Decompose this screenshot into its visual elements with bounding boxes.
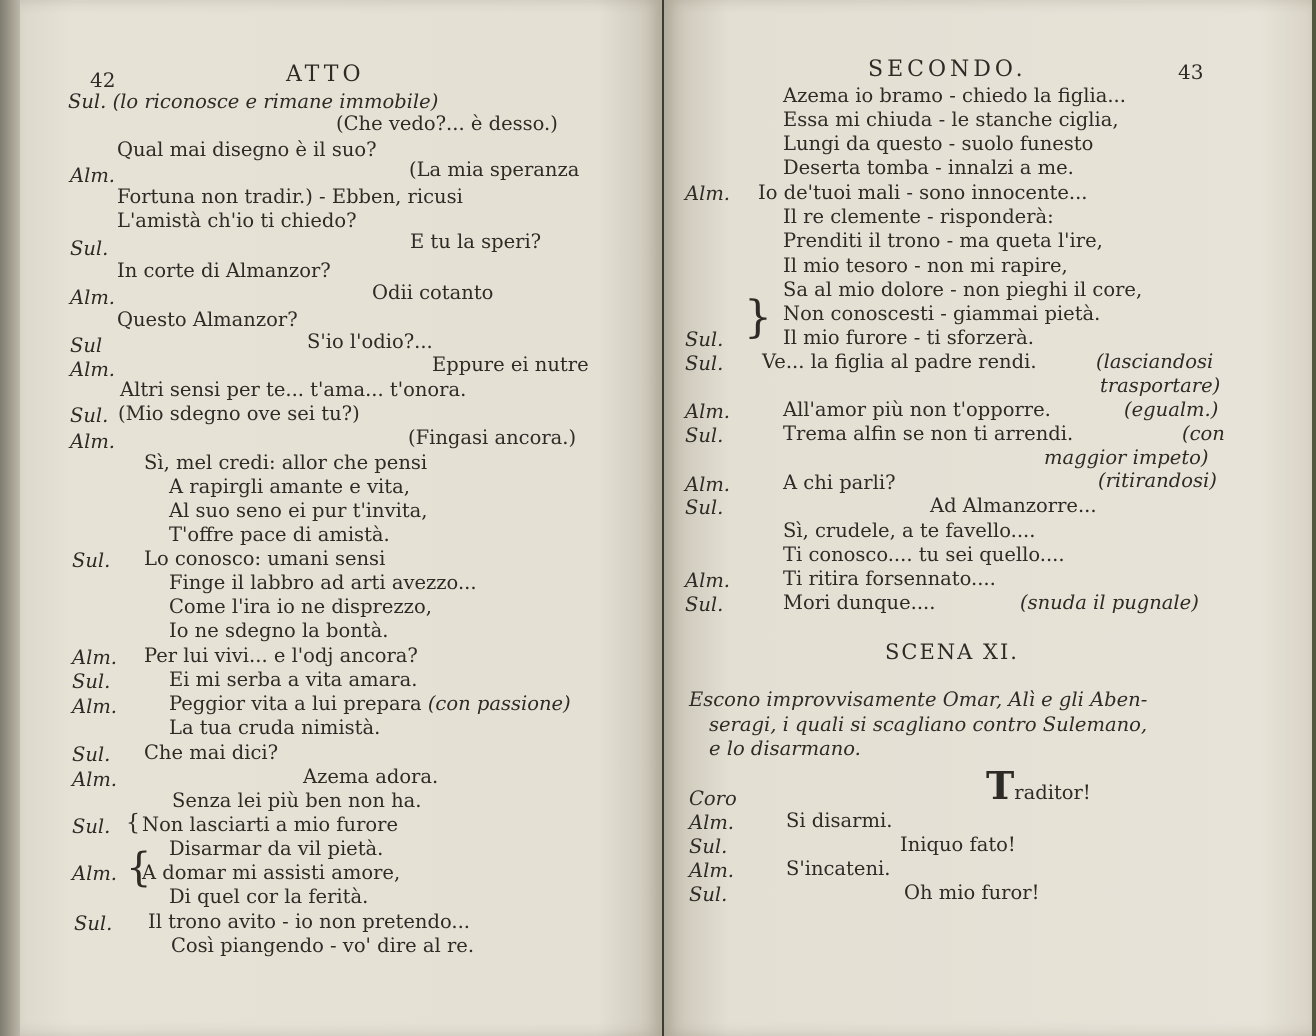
speaker-label: Sul. — [685, 593, 724, 616]
script-line: Si disarmi. — [786, 809, 893, 832]
script-line: Io de'tuoi mali - sono innocente... — [758, 181, 1088, 204]
script-line: Di quel cor la ferità. — [169, 885, 369, 908]
stage-direction: (egualm.) — [1124, 398, 1219, 421]
speaker-label: Alm. — [685, 182, 731, 205]
script-line: Sul. (lo riconosce e rimane immobile) — [68, 90, 439, 113]
script-line: L'amistà ch'io ti chiedo? — [117, 209, 357, 232]
stage-direction: (lasciandosi — [1096, 350, 1214, 373]
speaker-label: Alm. — [70, 430, 116, 453]
script-line: Come l'ira io ne disprezzo, — [169, 595, 432, 618]
speaker-label: Alm. — [72, 695, 118, 718]
brace-icon: { — [126, 811, 140, 836]
script-line: Altri sensi per te... t'ama... t'onora. — [120, 378, 467, 401]
speaker-label: Sul. — [72, 815, 111, 838]
script-line: Sì, crudele, a te favello.... — [783, 519, 1036, 542]
script-line: Finge il labbro ad arti avezzo... — [169, 571, 477, 594]
script-line: Ve... la figlia al padre rendi. — [762, 350, 1037, 373]
speaker-label: Alm. — [72, 768, 118, 791]
script-line: (Fingasi ancora.) — [408, 426, 577, 449]
script-line: (Mio sdegno ove sei tu?) — [118, 402, 360, 425]
speaker-label: Sul. — [72, 670, 111, 693]
script-line: Peggior vita a lui prepara (con passione) — [169, 692, 571, 715]
stage-direction: Escono improvvisamente Omar, Alì e gli Aben- — [689, 688, 1148, 711]
speaker-label: Sul — [70, 334, 103, 357]
speaker-label: Alm. — [70, 164, 116, 187]
stage-direction: trasportare) — [1100, 374, 1221, 397]
script-line: A rapirgli amante e vita, — [169, 475, 410, 498]
speaker-label: Alm. — [685, 473, 731, 496]
script-line: Che mai dici? — [144, 741, 279, 764]
script-line: Mori dunque.... — [783, 591, 936, 614]
stage-direction: (con — [1182, 422, 1225, 445]
script-line: Iniquo fato! — [900, 833, 1016, 856]
speaker-label: Alm. — [685, 569, 731, 592]
stage-direction: seragi, i quali si scagliano contro Sulemano, — [709, 713, 1148, 736]
script-line: Deserta tomba - innalzi a me. — [783, 156, 1074, 179]
running-head: SECONDO. — [868, 57, 1027, 82]
script-line: E tu la speri? — [410, 230, 542, 253]
script-line: Qual mai disegno è il suo? — [117, 138, 377, 161]
speaker-label: Sul. — [685, 328, 724, 351]
stage-direction: (snuda il pugnale) — [1020, 591, 1199, 614]
speaker-label: Sul. — [72, 549, 111, 572]
script-line: Così piangendo - vo' dire al re. — [171, 934, 475, 957]
script-line: Io ne sdegno la bontà. — [169, 619, 389, 642]
scene-heading: SCENA XI. — [885, 640, 1019, 664]
script-line: Ti ritira forsennato.... — [783, 567, 996, 590]
speaker-label: Sul. — [70, 404, 109, 427]
script-line: Ad Almanzorre... — [930, 494, 1097, 517]
speaker-label: Sul. — [685, 496, 724, 519]
script-line: Il mio furore - ti sforzerà. — [783, 326, 1035, 349]
script-line: Essa mi chiuda - le stanche ciglia, — [783, 108, 1119, 131]
brace-icon: } — [744, 292, 772, 343]
stage-direction: (ritirandosi) — [1098, 469, 1217, 492]
script-line: A chi parli? — [783, 471, 896, 494]
speaker-label: Alm. — [689, 811, 735, 834]
speaker-label: Alm. — [70, 358, 116, 381]
speaker-label: Sul. — [74, 912, 113, 935]
script-line: Fortuna non tradir.) - Ebben, ricusi — [117, 185, 463, 208]
script-line: Azema io bramo - chiedo la figlia... — [783, 84, 1126, 107]
script-line: Eppure ei nutre — [432, 353, 589, 376]
script-line: A domar mi assisti amore, — [142, 861, 401, 884]
speaker-label: Sul. — [689, 835, 728, 858]
script-line: Non conoscesti - giammai pietà. — [783, 302, 1101, 325]
speaker-label: Alm. — [72, 646, 118, 669]
speaker-label: Alm. — [685, 400, 731, 423]
script-line: Azema adora. — [303, 765, 439, 788]
page-number: 43 — [1178, 60, 1204, 84]
script-line: S'incateni. — [786, 857, 891, 880]
speaker-label: Sul. — [72, 743, 111, 766]
stage-direction: e lo disarmano. — [709, 737, 861, 760]
speaker-label: Alm. — [70, 286, 116, 309]
script-line: Sì, mel credi: allor che pensi — [144, 451, 428, 474]
script-line: Senza lei più ben non ha. — [172, 789, 422, 812]
right-page — [664, 0, 1312, 1036]
script-line: Lungi da questo - suolo funesto — [783, 132, 1094, 155]
speaker-label: Alm. — [72, 862, 118, 885]
script-line: Ei mi serba a vita amara. — [169, 668, 418, 691]
script-line: Disarmar da vil pietà. — [169, 837, 384, 860]
stage-direction: maggior impeto) — [1044, 446, 1209, 469]
brace-icon: { — [126, 845, 152, 891]
speaker-label: Sul. — [685, 352, 724, 375]
speaker-label: Sul. — [70, 237, 109, 260]
speaker-label: Coro — [689, 787, 737, 810]
book-edge-right — [1312, 0, 1316, 1036]
script-line: Il mio tesoro - non mi rapire, — [783, 254, 1068, 277]
script-line: Traditor! — [986, 763, 1091, 808]
speaker-label: Sul. — [685, 424, 724, 447]
script-line: Prenditi il trono - ma queta l'ire, — [783, 229, 1103, 252]
script-line: Per lui vivi... e l'odj ancora? — [144, 644, 418, 667]
script-line: (La mia speranza — [409, 158, 580, 181]
script-line: (Che vedo?... è desso.) — [336, 112, 558, 135]
script-line: All'amor più non t'opporre. — [783, 398, 1051, 421]
book-edge-left — [0, 0, 20, 1036]
script-line: Ti conosco.... tu sei quello.... — [783, 543, 1065, 566]
script-line: Non lasciarti a mio furore — [142, 813, 398, 836]
script-line: In corte di Almanzor? — [117, 259, 331, 282]
script-line: S'io l'odio?... — [307, 330, 433, 353]
script-line: Il trono avito - io non pretendo... — [148, 910, 470, 933]
script-line: Odii cotanto — [372, 281, 494, 304]
script-line: Al suo seno ei pur t'invita, — [169, 499, 428, 522]
script-line: T'offre pace di amistà. — [169, 523, 390, 546]
page-number: 42 — [90, 68, 116, 92]
speaker-label: Alm. — [689, 859, 735, 882]
script-line: La tua cruda nimistà. — [169, 716, 381, 739]
speaker-label: Sul. — [689, 883, 728, 906]
drop-capital: T — [986, 763, 1015, 808]
script-line: Trema alfin se non ti arrendi. — [783, 422, 1074, 445]
script-line: Lo conosco: umani sensi — [144, 547, 386, 570]
running-head: ATTO — [286, 62, 365, 87]
script-line: Questo Almanzor? — [117, 308, 298, 331]
left-page — [20, 0, 662, 1036]
script-line: Il re clemente - risponderà: — [783, 205, 1054, 228]
script-line: Sa al mio dolore - non pieghi il core, — [783, 278, 1143, 301]
script-line: Oh mio furor! — [904, 881, 1040, 904]
